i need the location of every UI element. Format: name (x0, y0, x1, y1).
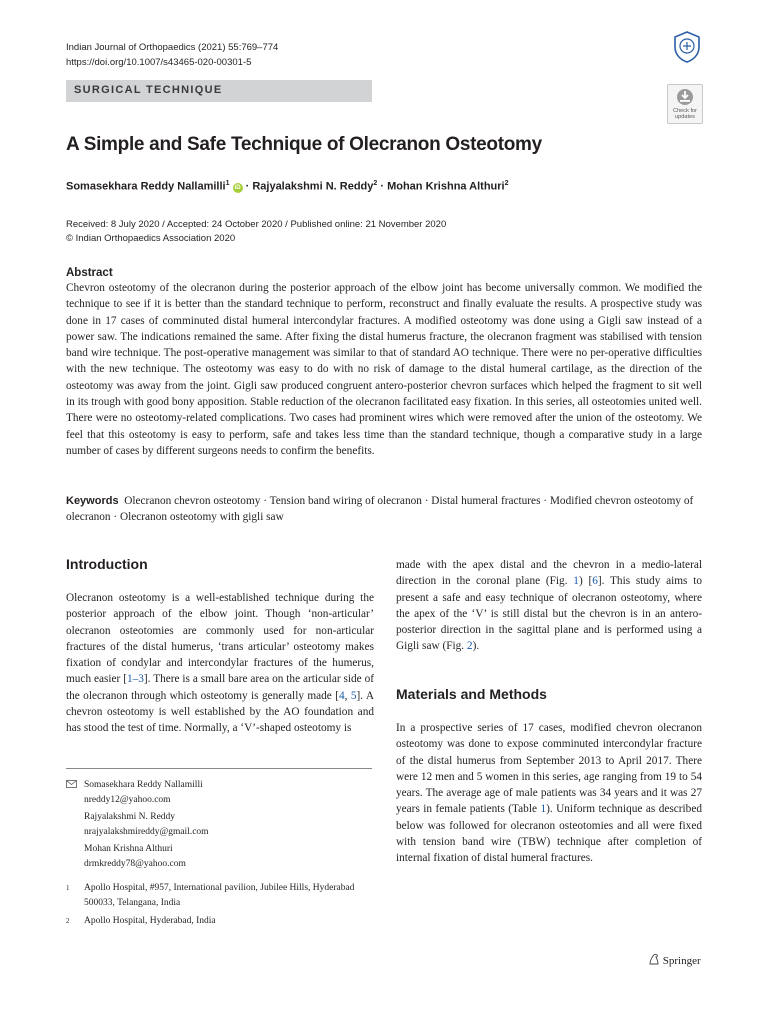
journal-logo-icon (673, 31, 701, 63)
citation-link[interactable]: 5 (350, 689, 357, 702)
affiliation-number: 1 (66, 884, 70, 892)
keywords-label: Keywords (66, 495, 119, 507)
text-run: In a prospective series of 17 cases, modified chevron olecranon osteotomy was done to expose comminuted intercondylar fracture of the distal humerus from September 2013 to April 2017. There were 12 men and 5 women in this series, age ranging from 19 to 54 years. The average age of male patients was 34 years and it was 27 years in female patients (Table (396, 722, 702, 816)
corresponding-author-3 (84, 842, 186, 872)
figure-link[interactable]: 2 (466, 640, 473, 653)
envelope-icon (66, 780, 77, 790)
doi-link[interactable]: https://doi.org/10.1007/s43465-020-00301-5 (66, 57, 252, 68)
keywords (66, 493, 702, 526)
journal-citation: Indian Journal of Orthopaedics (2021) 55:769–774 (66, 42, 279, 53)
methods-heading: Materials and Methods (396, 686, 547, 702)
text-run: made with the apex distal and the chevron in a medio-lateral direction in the coronal plane (Fig. (396, 559, 702, 588)
text-run: ). (472, 640, 480, 653)
check-for-updates-badge[interactable] (667, 84, 703, 124)
table-link[interactable]: 1 (540, 803, 547, 816)
check-updates-line2: updates (675, 114, 695, 120)
journal-header (66, 40, 278, 70)
author-affiliation-mark: 2 (504, 180, 509, 187)
copyright-line: © Indian Orthopaedics Association 2020 (66, 233, 236, 244)
affiliation-text: Apollo Hospital, Hyderabad, India (84, 916, 216, 926)
check-updates-line1: Check for (673, 108, 697, 114)
text-run: ) [ (578, 575, 593, 588)
text-run: , (344, 689, 351, 702)
contact-name: Somasekhara Reddy Nallamilli (84, 780, 203, 790)
introduction-paragraph (66, 590, 374, 737)
introduction-heading: Introduction (66, 556, 148, 572)
check-updates-icon (676, 88, 694, 106)
text-run: ]. There is a small bare area on the articular side of the olecranon through which osteotomy is generally made [ (66, 673, 374, 702)
author-separator: · (377, 180, 388, 193)
publication-dates (66, 218, 446, 246)
author-affiliation-mark: 1 (225, 180, 230, 187)
footnote-divider (66, 768, 372, 769)
citation-link[interactable]: 4 (338, 689, 345, 702)
citation-link[interactable]: 6 (592, 575, 598, 588)
author-separator: · (242, 180, 253, 193)
text-run: ]. A chevron osteotomy is well established by the AO foundation and has stood the test of time. Normally, a ‘V’-shaped osteotomy is (66, 689, 374, 735)
dates-line: Received: 8 July 2020 / Accepted: 24 October 2020 / Published online: 21 November 2020 (66, 219, 447, 230)
publisher-logo (648, 953, 701, 967)
contact-email[interactable]: drmkreddy78@yahoo.com (84, 859, 186, 869)
affiliation-2 (66, 914, 372, 930)
abstract-text: Chevron osteotomy of the olecranon during the posterior approach of the elbow joint has become universally common. We modified the technique to see if it is better than the standard technique to perform, reconstruct and finally evaluate the results. A prospective study was done in 17 cases of comminuted distal humeral intercondylar fractures. A modified osteotomy was done using a Gigli saw instead of a power saw. The indications remained the same. After fixing the distal humerus fracture, the olecranon fragment was stabilised with tension band wire technique. The post-operative management was similar to that of standard AO technique. There were no per-operative difficulties with the new technique. The osteotomy was easy to do with no risk of damage to the distal humeral cartilage, as the direction of the osteotomy was away from the joint. Gigli saw produced congruent antero-posterior chevron surfaces which helped the fragment to sit well in its trough with good bony apposition. Stable reduction of the olecranon facilitated easy fixation. In this series, all osteotomies united well. There were no osteotomy-related complications. Two cases had prominent wires which were removed after the union of the osteotomy. We feel that this osteotomy is easy to perform, safe and takes less time than the standard technique, though a comparative study in a large number of cases by different surgeons needs to confirm the benefits. (66, 282, 702, 457)
author-name[interactable]: Mohan Krishna Althuri (387, 180, 505, 193)
springer-horse-icon (648, 953, 660, 965)
author-name[interactable]: Somasekhara Reddy Nallamilli (66, 180, 226, 193)
affiliation-number: 2 (66, 917, 70, 925)
contact-name: Rajyalakshmi N. Reddy (84, 812, 176, 822)
figure-link[interactable]: 1 (573, 575, 579, 588)
introduction-continuation (396, 557, 702, 655)
author-list (66, 180, 509, 193)
affiliation-1 (66, 881, 372, 913)
text-run: Olecranon osteotomy is a well-established technique during the posterior approach of the elbow joint. Though ‘non-articular’ olecranon osteotomies are commonly used for non-articular fractures of the distal humerus, ‘trans articular’ osteotomy makes fixation of condylar and intercondylar fractures of the humerus, much easier [ (66, 592, 374, 686)
abstract-heading: Abstract (66, 267, 113, 279)
author-affiliation-mark: 2 (373, 180, 378, 187)
contact-email[interactable]: nrajyalakshmireddy@gmail.com (84, 827, 209, 837)
contact-email[interactable]: nreddy12@yahoo.com (84, 795, 171, 805)
section-tag: SURGICAL TECHNIQUE (74, 84, 223, 96)
methods-paragraph (396, 720, 702, 867)
citation-link[interactable]: 1–3 (126, 673, 144, 686)
corresponding-author-2 (84, 810, 209, 840)
article-title: A Simple and Safe Technique of Olecranon Osteotomy (66, 134, 542, 155)
affiliation-text: Apollo Hospital, #957, International pavilion, Jubilee Hills, Hyderabad 500033, Telangana, India (84, 883, 355, 908)
orcid-icon[interactable]: iD (234, 184, 241, 191)
author-name[interactable]: Rajyalakshmi N. Reddy (252, 180, 374, 193)
publisher-name: Springer (662, 955, 701, 967)
text-run: ). Uniform technique as described below was followed for olecranon osteotomies and all were fixed with tension band wire (TBW) technique after completion of internal fixation of distal humeral fractures. (396, 803, 702, 865)
contact-name: Mohan Krishna Althuri (84, 844, 173, 854)
corresponding-author-1 (84, 778, 203, 808)
keywords-text: Olecranon chevron osteotomy · Tension band wiring of olecranon · Distal humeral fractures · Modified chevron osteotomy of olecranon · Olecranon osteotomy with gigli saw (66, 495, 694, 524)
text-run: ]. This study aims to present a safe and easy technique of olecranon osteotomy, where the apex of the ‘V’ is still distal but the chevron is in an antero-posterior direction in the sagittal plane and is performed using a Gigli saw (Fig. (396, 575, 702, 653)
